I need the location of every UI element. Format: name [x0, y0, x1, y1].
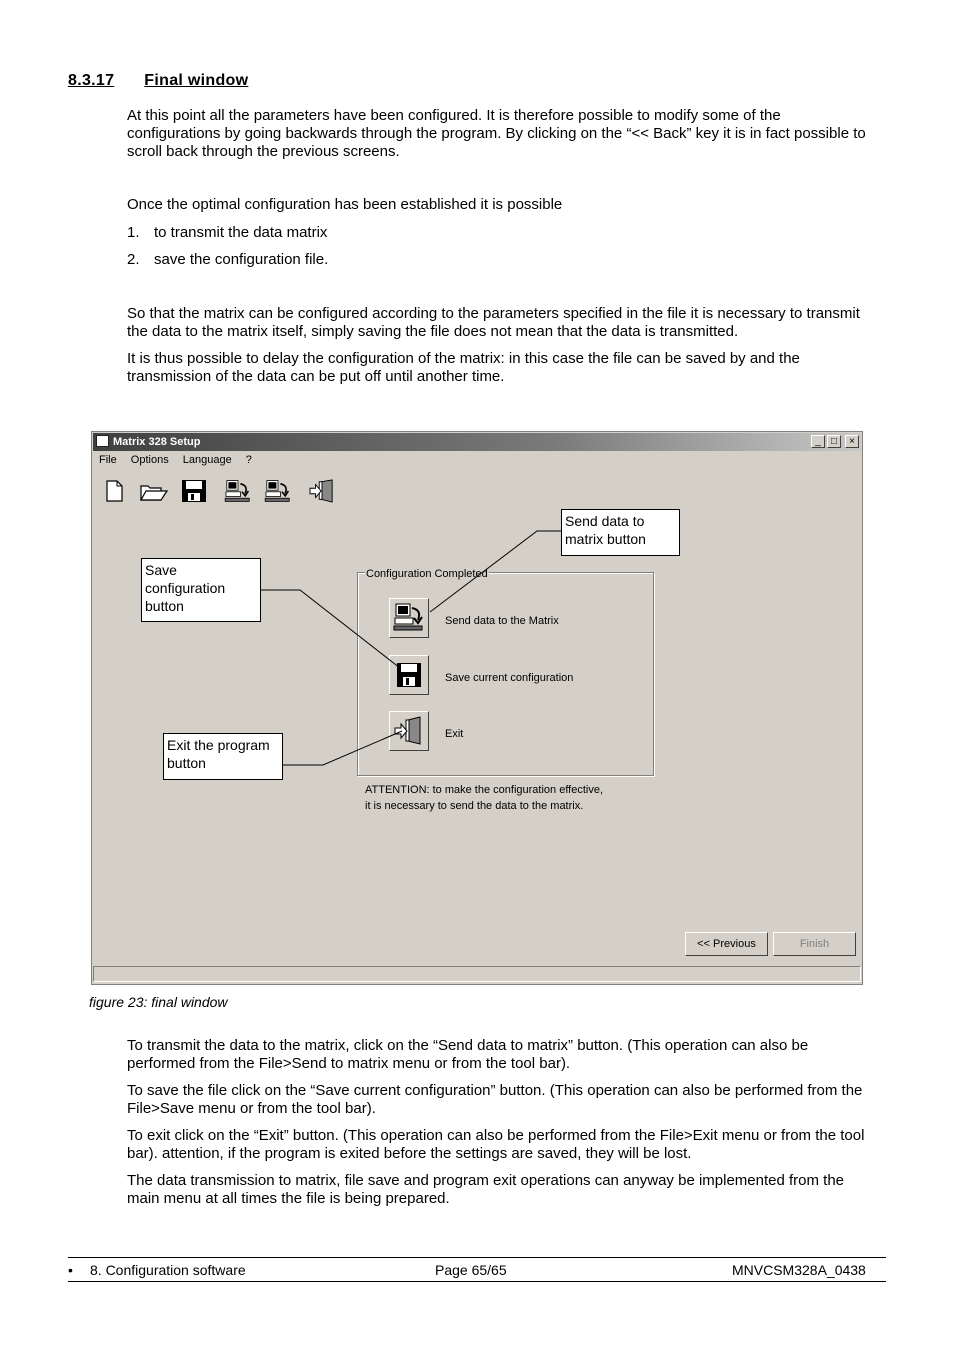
intro-paragraph-2: Once the optimal configuration has been established it is possible [127, 196, 563, 213]
send-callout-line [430, 531, 561, 612]
body-paragraph-3: To exit click on the “Exit” button. (This operation can also be performed from the File>Exit menu or from the tool bar). attention, if the program is exited before the settings are saved, they will be lost. [127, 1127, 865, 1162]
intro-paragraph-4: It is thus possible to delay the configuration of the matrix: in this case the file can be saved by and the transmission of the data can be put off until another time. [127, 350, 800, 385]
body-paragraph-4: The data transmission to matrix, file save and program exit operations can anyway be implemented from the main menu at all times the file is being prepared. [127, 1172, 845, 1207]
exit-label: Exit [445, 728, 464, 740]
send-callout: Send data to matrix button [561, 509, 680, 556]
footer-page: Page 65/65 [435, 1262, 507, 1278]
attention-line-1: ATTENTION: to make the configuration effective, [365, 784, 604, 796]
send-data-label: Send data to the Matrix [445, 615, 559, 627]
close-button[interactable]: × [845, 435, 859, 448]
footer-doc-id: MNVCSM328A_0438 [732, 1262, 866, 1278]
exit-callout: Exit the program button [163, 733, 283, 780]
list-number: 2. [127, 251, 140, 268]
menu-language[interactable]: Language [182, 454, 232, 466]
save-callout-line [261, 590, 400, 668]
maximize-button[interactable]: □ [827, 435, 841, 448]
list-text: to transmit the data matrix [154, 224, 328, 241]
list-text: save the configuration file. [154, 251, 329, 268]
save-config-label: Save current configuration [445, 672, 574, 684]
section-title: Final window [144, 72, 249, 89]
intro-paragraph-3: So that the matrix can be configured according to the parameters specified in the file it is necessary to transmit the data to the matrix itself, simply saving the file does not mean that the data is transmitted. [127, 305, 860, 340]
window-title: Matrix 328 Setup [113, 436, 201, 448]
previous-button[interactable]: << Previous [685, 932, 768, 956]
figure-caption: figure 23: final window [89, 994, 228, 1010]
body-paragraph-2: To save the file click on the “Save current configuration” button. (This operation can also be performed from the File>Save menu or from the tool bar). [127, 1082, 863, 1117]
list-number: 1. [127, 224, 140, 241]
intro-paragraph-1: At this point all the parameters have been configured. It is therefore possible to modify some of the configurations by going backwards through the program. By clicking on the “<< Back” key it is in fact possible to scroll back through the previous screens. [127, 107, 866, 160]
footer-bullet: • [68, 1262, 73, 1278]
finish-button[interactable]: Finish [773, 932, 856, 956]
menu-options[interactable]: Options [130, 454, 169, 466]
save-callout: Save configuration button [141, 558, 261, 622]
footer-chapter: 8. Configuration software [90, 1262, 246, 1278]
footer-rule-top [68, 1257, 886, 1258]
exit-callout-line [283, 731, 402, 765]
menu-file[interactable]: File [99, 454, 117, 466]
group-label: Configuration Completed [366, 568, 488, 580]
section-number: 8.3.17 [68, 72, 115, 89]
footer-rule-bottom [68, 1281, 886, 1282]
attention-line-2: it is necessary to send the data to the matrix. [365, 800, 584, 812]
body-paragraph-1: To transmit the data to the matrix, click on the “Send data to matrix” button. (This operation can also be performed from the File>Send to matrix menu or from the tool bar). [127, 1037, 809, 1072]
minimize-button[interactable]: _ [811, 435, 825, 448]
menu-help[interactable]: ? [245, 454, 252, 466]
